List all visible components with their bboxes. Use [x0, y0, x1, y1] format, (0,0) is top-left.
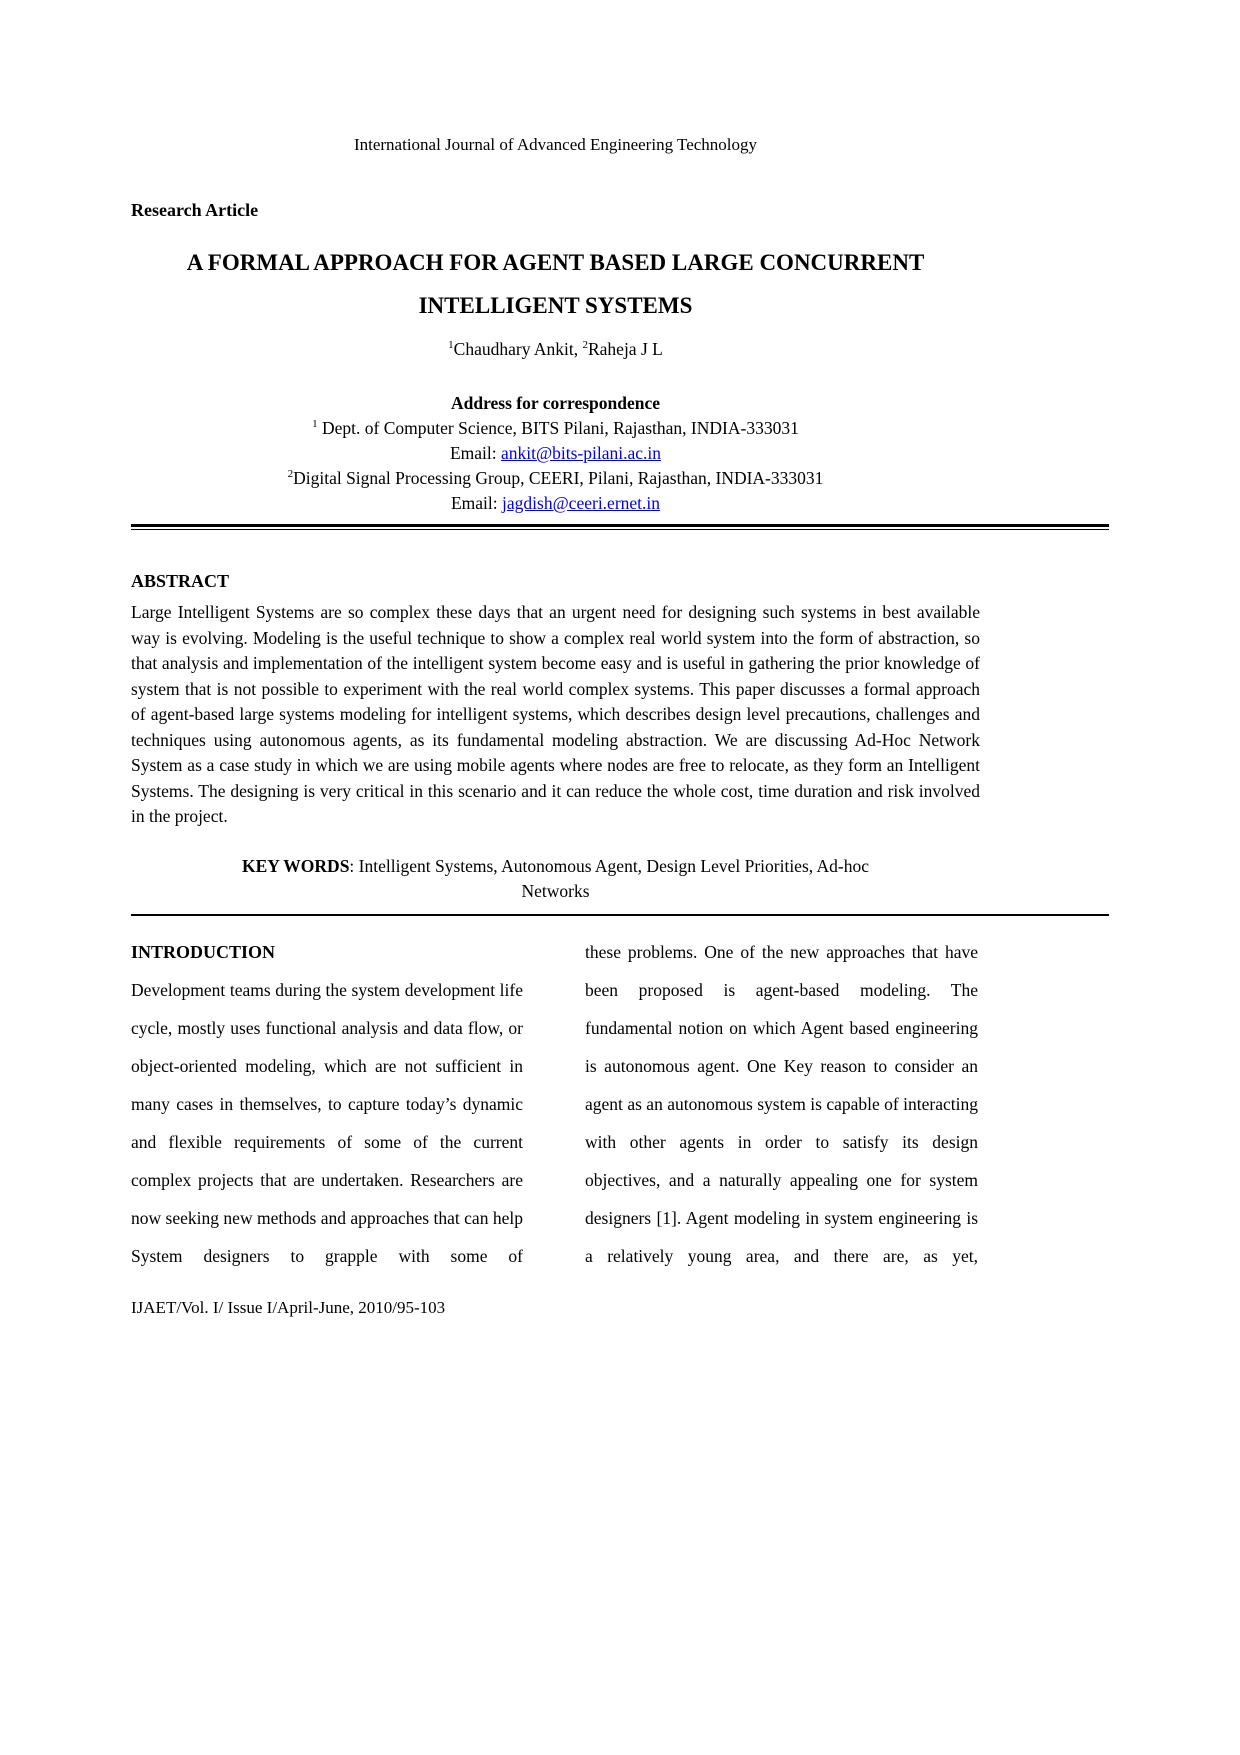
keywords-divider-rule [131, 914, 1109, 916]
right-column [585, 933, 978, 1275]
keywords-label: KEY WORDS [241, 855, 350, 876]
keywords-block [131, 854, 980, 905]
article-type-label: Research Article [131, 200, 259, 220]
abstract-text: Large Intelligent Systems are so complex these days that an urgent need for designing such systems in best available way is evolving. Modeling is the useful technique to show a complex real world system into the form of abstraction, so that analysis and implementation of the intelligent system become easy and is useful in gathering the prior knowledge of system that is not possible to experiment with the real world complex systems. This paper discusses a formal approach of agent-based large systems modeling for intelligent systems, which describes design level precautions, challenges and techniques using autonomous agents, as its fundamental modeling abstraction. We are discussing Ad-Hoc Network System as a case study in which we are using mobile agents where nodes are free to relocate, as they form an Intelligent Systems. The designing is very critical in this scenario and it can reduce the whole cost, time duration and risk involved in the project. [131, 602, 980, 826]
keywords-line-1 [131, 854, 980, 880]
author-1-name: Chaudhary Ankit, [453, 339, 583, 359]
authors-line [131, 337, 980, 361]
email-2-label: Email: [450, 493, 503, 513]
correspondence-heading: Address for correspondence [450, 393, 661, 413]
introduction-text-right: these problems. One of the new approaches that have been proposed is agent-based modeling. The fundamental notion on which Agent based engineering is autonomous agent. One Key reason to consider an agent as an autonomous system is capable of interacting with other agents in order to satisfy its design objectives, and a naturally appealing one for system designers [1]. Agent modeling in system engineering is a relatively young area, and there are, as yet, [585, 941, 978, 1266]
affiliation-2-text: Digital Signal Processing Group, CEERI, Pilani, Rajasthan, INDIA-333031 [293, 468, 824, 488]
introduction-text-left: Development teams during the system development life cycle, mostly uses functional analysis and data flow, or object-oriented modeling, which are not sufficient in many cases in themselves, to capture today’s dynamic and flexible requirements of some of the current complex projects that are undertaken. Researchers are now seeking new methods and approaches that can help System designers to grapple with some of [131, 979, 523, 1266]
email-line-2 [131, 491, 980, 516]
affiliation-1 [131, 416, 980, 441]
keywords-line-2: Networks [521, 881, 590, 901]
paper-title-line-1: A FORMAL APPROACH FOR AGENT BASED LARGE CONCURRENT [186, 250, 925, 275]
affiliation-2-superscript: 2 [287, 468, 294, 481]
footer-citation: IJAET/Vol. I/ Issue I/April-June, 2010/95-103 [131, 1297, 446, 1317]
keywords-list: : Intelligent Systems, Autonomous Agent, Design Level Priorities, Ad-hoc [349, 855, 870, 876]
author-1-superscript: 1 [448, 339, 454, 352]
paper-title [131, 241, 980, 327]
left-column [131, 933, 523, 1275]
affiliation-2 [131, 466, 980, 491]
author-2-superscript: 2 [582, 339, 588, 352]
two-column-body [131, 933, 980, 1275]
email-line-1 [131, 441, 980, 466]
abstract-heading: ABSTRACT [131, 571, 230, 591]
journal-header: International Journal of Advanced Engineering Technology [353, 135, 758, 154]
introduction-heading: INTRODUCTION [131, 941, 276, 962]
email-link-2[interactable]: jagdish@ceeri.ernet.in [502, 493, 661, 513]
author-2-name: Raheja J L [587, 339, 663, 359]
paper-title-line-2: INTELLIGENT SYSTEMS [418, 293, 693, 318]
email-1-label: Email: [449, 443, 502, 463]
affiliation-1-text: Dept. of Computer Science, BITS Pilani, Rajasthan, INDIA-333031 [317, 418, 799, 438]
affiliation-1-superscript: 1 [312, 418, 318, 431]
header-divider-double-rule [131, 524, 1109, 530]
email-link-1[interactable]: ankit@bits-pilani.ac.in [501, 443, 661, 463]
